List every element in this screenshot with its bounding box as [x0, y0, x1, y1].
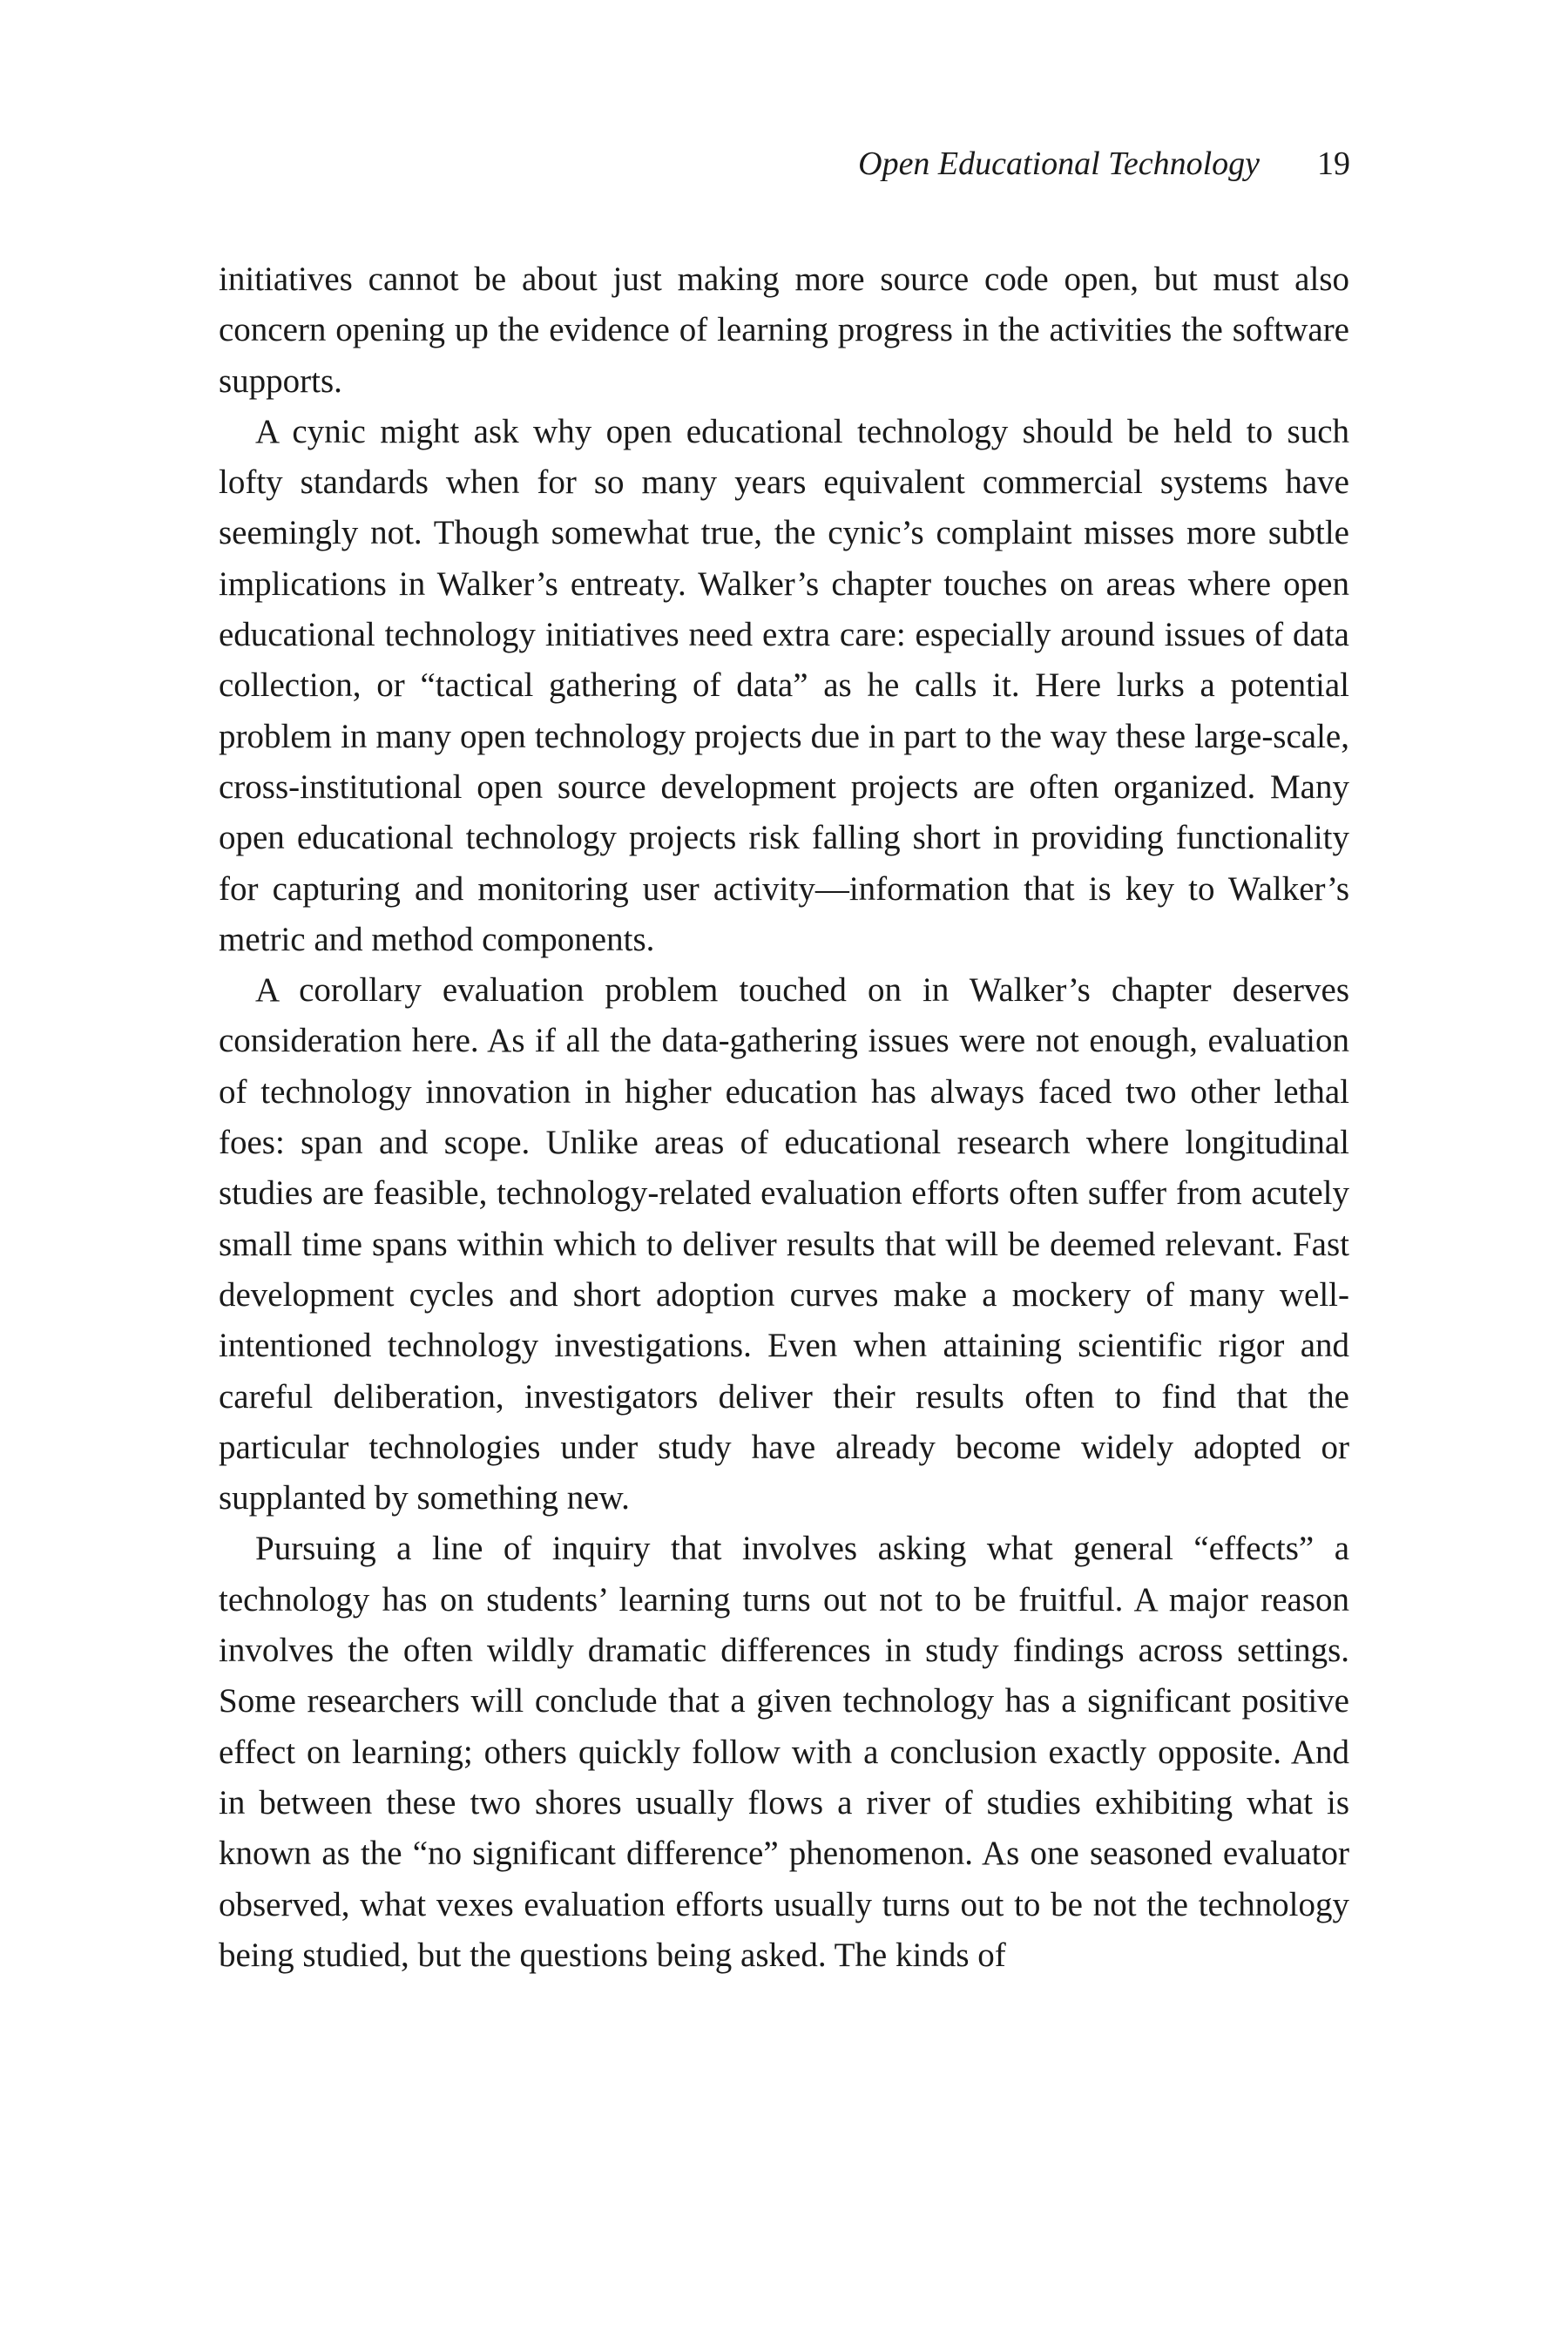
paragraph: Pursuing a line of inquiry that involves asking what general “effects” a technology has on students’ learning turns out not to be fruitful. A major reason involves the often wildly dramatic differences in study findings across settings. Some researchers will conclude that a given technology has a significant positive effect on learning; others quickly follow with a conclusion exactly opposite. And in between these two shores usually flows a river of studies exhibiting what is known as the “no significant difference” phenomenon. As one seasoned evaluator observed, what vexes evaluation efforts usually turns out to be not the technology being studied, but the questions being asked. The kinds of: [219, 1530, 1349, 1974]
paragraph-continued: initiatives cannot be about just making more source code open, but must also concern opening up the evidence of learning progress in the activities the software supports.: [219, 260, 1349, 400]
page-number: 19: [1317, 145, 1350, 182]
paragraph: A cynic might ask why open educational technology should be held to such lofty standards when for so many years equivalent commercial systems have seemingly not. Though somewhat true, the cynic’s complaint misses more subtle implications in Walker’s entreaty. Walker’s chapter touches on areas where open educational technology initiatives need extra care: especially around issues of data collection, or “tactical gathering of data” as he calls it. Here lurks a potential problem in many open technology projects due in part to the way these large-scale, cross-institutional open source development projects are often organized. Many open educational technology projects risk falling short in providing functionality for capturing and monitoring user activity—information that is key to Walker’s metric and method components.: [219, 412, 1349, 958]
body-text: [219, 254, 1349, 1981]
paragraph: A corollary evaluation problem touched on in Walker’s chapter deserves consideration here. As if all the data-gathering issues were not enough, evaluation of technology innovation in higher education has always faced two other lethal foes: span and scope. Unlike areas of educational research where longitudinal studies are feasible, technology-related evaluation efforts often suffer from acutely small time spans within which to deliver results that will be deemed relevant. Fast development cycles and short adoption curves make a mockery of many well-intentioned technology investigations. Even when attaining scientific rigor and careful deliberation, investigators deliver their results often to find that the particular technologies under study have already become widely adopted or supplanted by something new.: [219, 971, 1349, 1517]
running-head-title: Open Educational Technology: [858, 145, 1260, 182]
running-head: [858, 141, 1350, 186]
